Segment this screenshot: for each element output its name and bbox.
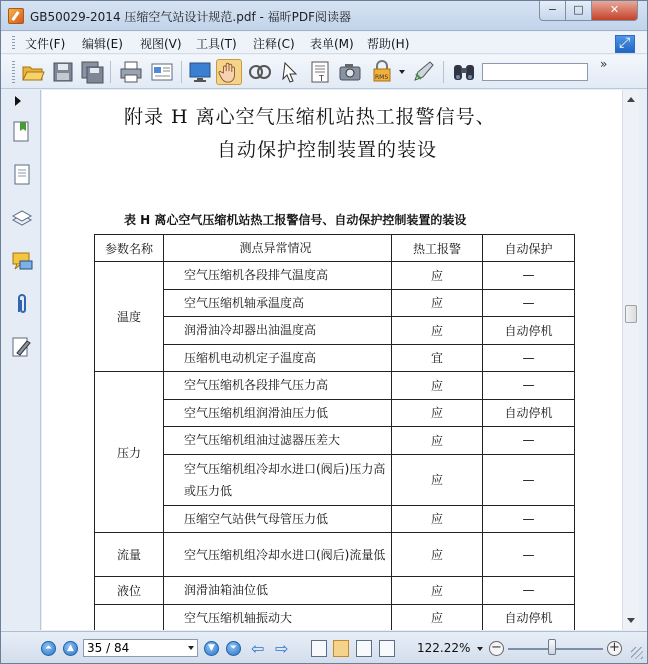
sign-pen-icon[interactable] [410, 59, 436, 85]
minimize-button[interactable]: − [539, 1, 566, 21]
binoculars-search-icon[interactable] [451, 59, 477, 85]
close-button[interactable]: ✕ [591, 1, 638, 21]
svg-text:RMS: RMS [375, 74, 389, 81]
table-row [95, 317, 575, 345]
properties-icon[interactable] [149, 59, 175, 85]
title-bar [1, 1, 647, 31]
svg-text:T: T [319, 74, 324, 83]
hand-tool-button[interactable] [216, 59, 242, 85]
menu-view[interactable]: 视图(V) [140, 37, 182, 51]
bookmarks-icon[interactable] [11, 120, 33, 144]
scroll-down-arrow[interactable] [627, 618, 635, 623]
appendix-heading-line2: 自动保护控制装置的装设 [217, 139, 438, 161]
table-row [95, 577, 575, 605]
alarm-cell: 宜 [392, 344, 483, 372]
table-row [95, 372, 575, 400]
zoom-slider-thumb[interactable] [548, 639, 556, 655]
condition-cell: 润滑油冷却器出油温度高 [164, 317, 392, 345]
protect-cell: — [483, 577, 575, 605]
last-page-button[interactable] [226, 641, 241, 656]
alarm-cell: 应 [392, 372, 483, 400]
param-name [95, 604, 164, 630]
alarm-cell: 应 [392, 533, 483, 577]
page-thumbnails-icon[interactable] [11, 163, 33, 187]
param-name: 压力 [95, 372, 164, 533]
condition-cell: 压缩机电动机定子温度高 [164, 344, 392, 372]
menu-edit[interactable]: 编辑(E) [82, 37, 123, 51]
condition-cell: 空气压缩机各段排气温度高 [164, 262, 392, 290]
print-icon[interactable] [118, 59, 144, 85]
typewriter-icon[interactable] [307, 59, 333, 85]
next-page-icon: ▼ [208, 643, 215, 653]
toolbar-separator [443, 61, 444, 83]
menu-file[interactable]: 文件(F) [25, 37, 66, 51]
alarm-cell: 应 [392, 505, 483, 533]
panel-expand-arrow[interactable] [15, 96, 21, 106]
select-pointer-icon[interactable] [277, 59, 303, 85]
table-row [95, 399, 575, 427]
protect-cell: — [483, 344, 575, 372]
header-condition: 测点异常情况 [164, 235, 392, 262]
alarm-cell: 应 [392, 317, 483, 345]
header-param: 参数名称 [95, 235, 164, 262]
header-protect: 自动保护 [483, 235, 575, 262]
rss-lock-icon[interactable] [369, 59, 395, 85]
search-input[interactable] [482, 63, 588, 81]
table-row [95, 604, 575, 630]
protect-cell: 自动停机 [483, 399, 575, 427]
hand-icon [217, 60, 241, 84]
menu-comment[interactable]: 注释(C) [253, 37, 295, 51]
appendix-heading-line1: 附录 H 离心空气压缩机站热工报警信号、 [124, 106, 496, 128]
facing-view-icon[interactable] [356, 640, 372, 657]
param-name: 温度 [95, 262, 164, 372]
condition-cell: 空气压缩机组油过滤器压差大 [164, 427, 392, 455]
select-text-icon[interactable] [246, 59, 272, 85]
zoom-dropdown-arrow[interactable] [477, 647, 483, 651]
last-page-icon: ⏷ [229, 643, 238, 653]
protect-cell: 自动停机 [483, 317, 575, 345]
layers-icon[interactable] [11, 206, 33, 230]
protect-cell: — [483, 454, 575, 505]
param-name: 流量 [95, 533, 164, 577]
previous-page-icon: ▲ [67, 643, 74, 653]
protect-cell: — [483, 262, 575, 290]
table-row [95, 427, 575, 455]
condition-cell: 润滑油箱油位低 [164, 577, 392, 605]
alarm-cell: 应 [392, 289, 483, 317]
navigation-panel [1, 90, 41, 630]
zoom-out-button[interactable]: − [489, 641, 504, 656]
protect-cell: — [483, 533, 575, 577]
condition-cell: 空气压缩机轴承温度高 [164, 289, 392, 317]
menubar-grip[interactable] [12, 36, 15, 50]
open-folder-icon[interactable] [20, 59, 46, 85]
alarm-cell: 应 [392, 262, 483, 290]
condition-cell: 空气压缩机各段排气压力高 [164, 372, 392, 400]
header-alarm: 热工报警 [392, 235, 483, 262]
table-row [95, 505, 575, 533]
first-page-icon: ⏶ [44, 643, 53, 653]
single-page-view-icon[interactable] [311, 640, 327, 657]
alarm-cell: 应 [392, 454, 483, 505]
foxit-app-icon [8, 8, 24, 24]
next-view-arrow-icon[interactable]: ⇨ [275, 639, 289, 658]
document-view[interactable] [42, 90, 622, 630]
protect-cell: 自动停机 [483, 604, 575, 630]
comments-icon[interactable] [11, 250, 33, 274]
maximize-button[interactable]: □ [565, 1, 592, 21]
table-row [95, 344, 575, 372]
alarm-table [94, 234, 575, 630]
continuous-view-icon[interactable] [333, 640, 349, 657]
save-as-icon[interactable] [79, 59, 105, 85]
menu-help[interactable]: 帮助(H) [367, 37, 410, 51]
protect-cell: — [483, 289, 575, 317]
condition-cell: 压缩空气站供气母管压力低 [164, 505, 392, 533]
previous-page-button[interactable] [63, 641, 78, 656]
scroll-up-arrow[interactable] [627, 97, 635, 102]
toolbar-separator [181, 61, 182, 83]
full-screen-monitor-icon[interactable] [187, 59, 213, 85]
table-caption: 表 H 离心空气压缩机站热工报警信号、自动保护控制装置的装设 [124, 213, 467, 227]
page-number-input[interactable]: 35 / 84 [83, 639, 198, 657]
save-icon[interactable] [50, 59, 76, 85]
table-row [95, 454, 575, 505]
signatures-icon[interactable] [11, 335, 33, 359]
next-page-button[interactable] [204, 641, 219, 656]
toolbar-grip[interactable] [12, 61, 15, 83]
snapshot-camera-icon[interactable] [337, 59, 363, 85]
alarm-cell: 应 [392, 427, 483, 455]
zoom-in-button[interactable]: + [607, 641, 622, 656]
table-row [95, 262, 575, 290]
alarm-cell: 应 [392, 577, 483, 605]
toolbar-separator [110, 61, 111, 83]
first-page-button[interactable] [41, 641, 56, 656]
condition-cell: 空气压缩机组冷却水进口(阀后)流量低 [164, 533, 392, 577]
window-resize-grip[interactable] [631, 647, 643, 659]
menu-form[interactable]: 表单(M) [310, 37, 354, 51]
vertical-scrollbar[interactable] [622, 90, 639, 630]
attachments-paperclip-icon[interactable] [11, 292, 33, 316]
status-bar [1, 631, 647, 663]
condition-cell: 空气压缩机组润滑油压力低 [164, 399, 392, 427]
scroll-thumb[interactable] [625, 305, 637, 323]
table-row [95, 533, 575, 577]
protect-cell: — [483, 372, 575, 400]
menu-tools[interactable]: 工具(T) [196, 37, 237, 51]
table-row [95, 289, 575, 317]
alarm-cell: 应 [392, 399, 483, 427]
fullscreen-icon[interactable] [615, 35, 635, 53]
previous-view-arrow-icon[interactable]: ⇦ [251, 639, 265, 658]
table-header-row [95, 235, 575, 262]
condition-cell: 空气压缩机组冷却水进口(阀后)压力高或压力低 [164, 454, 392, 505]
toolbar-overflow-button[interactable]: » [600, 57, 608, 71]
continuous-facing-view-icon[interactable] [379, 640, 395, 657]
rms-dropdown-arrow[interactable] [399, 70, 405, 74]
menu-bar [1, 32, 647, 54]
protect-cell: — [483, 427, 575, 455]
protect-cell: — [483, 505, 575, 533]
alarm-cell: 应 [392, 604, 483, 630]
zoom-level[interactable]: 122.22% [417, 641, 471, 655]
condition-cell: 空气压缩机轴振动大 [164, 604, 392, 630]
param-name: 液位 [95, 577, 164, 605]
page-dropdown-arrow[interactable] [188, 646, 194, 650]
window-title: GB50029-2014 压缩空气站设计规范.pdf - 福昕PDF阅读器 [30, 10, 352, 24]
